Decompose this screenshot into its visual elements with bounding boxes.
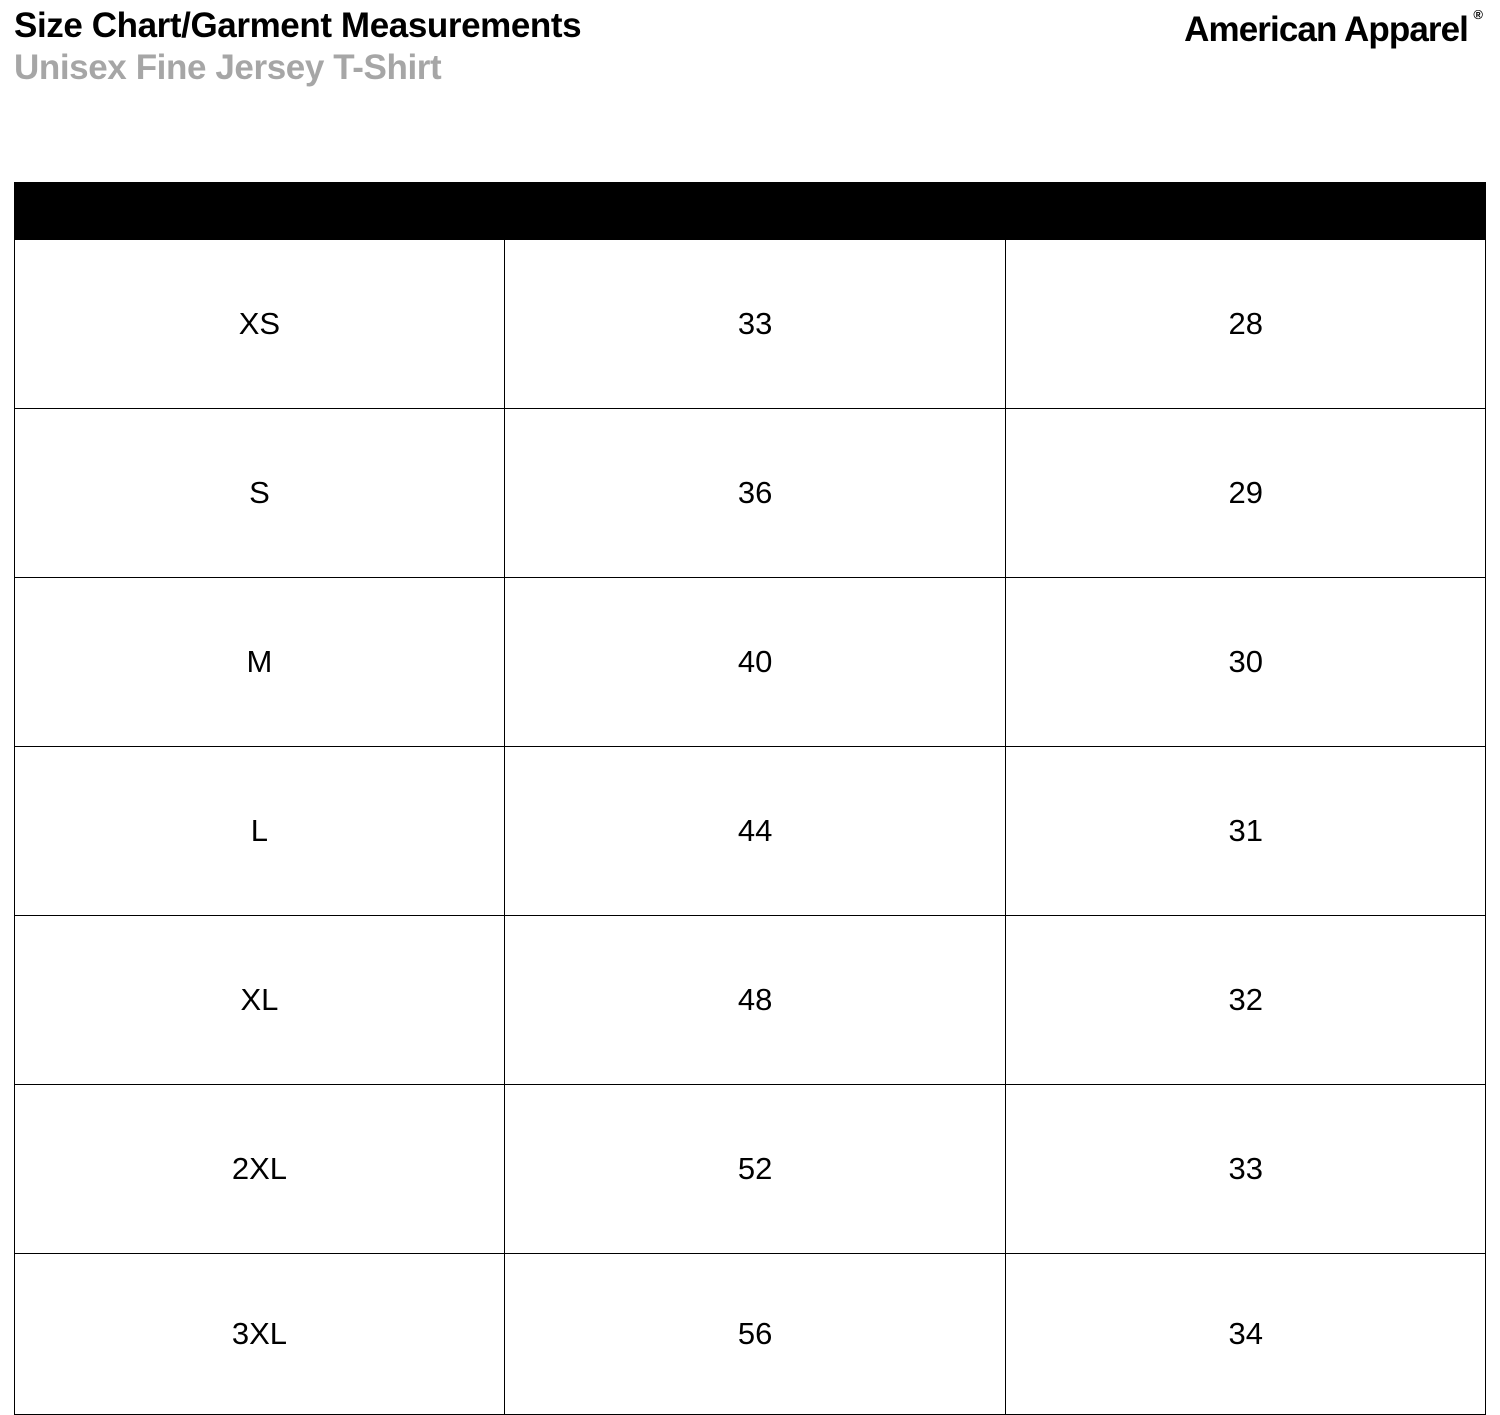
- title-block: [14, 6, 581, 88]
- cell-length: 34: [1006, 1254, 1486, 1415]
- cell-chest: 44: [504, 747, 1006, 916]
- table-row: [15, 1254, 1486, 1415]
- cell-size: 2XL: [15, 1085, 505, 1254]
- table-row: [15, 578, 1486, 747]
- cell-chest: 36: [504, 409, 1006, 578]
- registered-trademark-icon: ®: [1473, 7, 1482, 22]
- cell-length: 32: [1006, 916, 1486, 1085]
- page-header: [0, 0, 1500, 88]
- size-table-body: [15, 240, 1486, 1415]
- column-header-length: [1006, 183, 1486, 240]
- cell-length: 29: [1006, 409, 1486, 578]
- column-header-size: [15, 183, 505, 240]
- page-subtitle: Unisex Fine Jersey T-Shirt: [14, 48, 442, 88]
- table-row: [15, 916, 1486, 1085]
- table-row: [15, 747, 1486, 916]
- cell-size: 3XL: [15, 1254, 505, 1415]
- cell-size: XS: [15, 240, 505, 409]
- cell-chest: 48: [504, 916, 1006, 1085]
- cell-length: 28: [1006, 240, 1486, 409]
- size-table-wrap: [14, 182, 1486, 1415]
- cell-size: XL: [15, 916, 505, 1085]
- size-table-header: [15, 183, 1486, 240]
- brand-name: American Apparel: [1184, 10, 1468, 49]
- cell-chest: 40: [504, 578, 1006, 747]
- table-header-row: [15, 183, 1486, 240]
- column-header-chest: [504, 183, 1006, 240]
- page-title: Size Chart/Garment Measurements: [14, 6, 582, 45]
- cell-chest: 56: [504, 1254, 1006, 1415]
- cell-chest: 33: [504, 240, 1006, 409]
- cell-length: 30: [1006, 578, 1486, 747]
- cell-length: 31: [1006, 747, 1486, 916]
- cell-length: 33: [1006, 1085, 1486, 1254]
- brand-logo: [1184, 6, 1486, 50]
- size-table: [14, 182, 1486, 1415]
- cell-size: L: [15, 747, 505, 916]
- table-row: [15, 1085, 1486, 1254]
- table-row: [15, 240, 1486, 409]
- table-row: [15, 409, 1486, 578]
- cell-size: S: [15, 409, 505, 578]
- cell-size: M: [15, 578, 505, 747]
- cell-chest: 52: [504, 1085, 1006, 1254]
